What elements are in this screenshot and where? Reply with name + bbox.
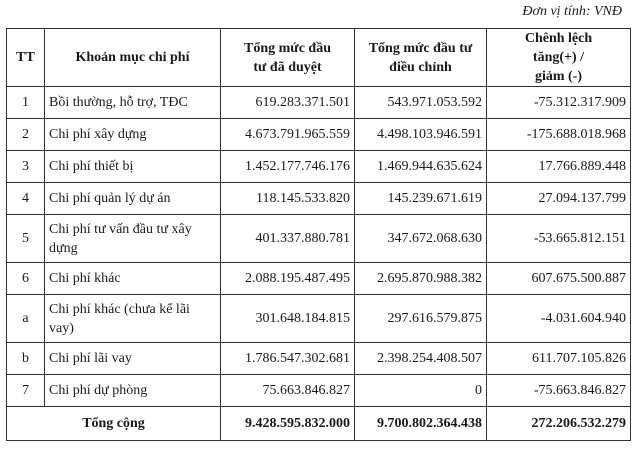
total-row xyxy=(7,407,631,441)
header-item: Khoản mục chi phí xyxy=(45,29,221,87)
cell-tt: 4 xyxy=(7,183,45,215)
cell-adjusted: 4.498.103.946.591 xyxy=(355,119,487,151)
header-diff-line2: tăng(+) / xyxy=(532,50,585,65)
header-tt: TT xyxy=(7,29,45,87)
cell-item: Chi phí thiết bị xyxy=(45,151,221,183)
cell-diff: -4.031.604.940 xyxy=(487,295,631,343)
header-approved xyxy=(221,29,355,87)
header-adjusted-line1: Tổng mức đầu tư xyxy=(368,40,473,56)
cell-approved: 2.088.195.487.495 xyxy=(221,263,355,295)
cell-approved: 4.673.791.965.559 xyxy=(221,119,355,151)
cell-approved: 75.663.846.827 xyxy=(221,375,355,407)
cell-tt: 6 xyxy=(7,263,45,295)
cell-tt: 3 xyxy=(7,151,45,183)
cell-item: Bồi thường, hỗ trợ, TĐC xyxy=(45,87,221,119)
table-row xyxy=(7,343,631,375)
cell-item: Chi phí dự phòng xyxy=(45,375,221,407)
total-diff: 272.206.532.279 xyxy=(487,407,631,441)
cell-diff: -75.663.846.827 xyxy=(487,375,631,407)
cell-diff: 607.675.500.887 xyxy=(487,263,631,295)
cell-item: Chi phí xây dựng xyxy=(45,119,221,151)
cell-diff: -53.665.812.151 xyxy=(487,215,631,263)
cell-approved: 118.145.533.820 xyxy=(221,183,355,215)
header-diff-line1: Chênh lệch xyxy=(524,31,593,46)
cell-tt: b xyxy=(7,343,45,375)
header-diff-line3: giảm (-) xyxy=(534,69,583,84)
cell-item: Chi phí khác (chưa kể lãi vay) xyxy=(45,295,221,343)
table-row xyxy=(7,263,631,295)
cell-adjusted: 297.616.579.875 xyxy=(355,295,487,343)
cell-adjusted: 2.398.254.408.507 xyxy=(355,343,487,375)
table-row xyxy=(7,215,631,263)
total-label: Tổng cộng xyxy=(7,407,221,441)
cell-adjusted: 1.469.944.635.624 xyxy=(355,151,487,183)
cell-approved: 619.283.371.501 xyxy=(221,87,355,119)
header-approved-line1: Tổng mức đầu xyxy=(244,40,331,56)
cell-adjusted: 347.672.068.630 xyxy=(355,215,487,263)
table-row xyxy=(7,295,631,343)
cell-item: Chi phí khác xyxy=(45,263,221,295)
header-adjusted xyxy=(355,29,487,87)
cell-item: Chi phí lãi vay xyxy=(45,343,221,375)
cell-adjusted: 0 xyxy=(355,375,487,407)
cell-item: Chi phí quản lý dự án xyxy=(45,183,221,215)
table-row xyxy=(7,183,631,215)
cell-tt: 5 xyxy=(7,215,45,263)
table-row xyxy=(7,119,631,151)
cell-approved: 1.786.547.302.681 xyxy=(221,343,355,375)
cell-diff: -175.688.018.968 xyxy=(487,119,631,151)
header-approved-line2: tư đã duyệt xyxy=(253,59,322,75)
cell-tt: a xyxy=(7,295,45,343)
header-row xyxy=(7,29,631,87)
cell-diff: 611.707.105.826 xyxy=(487,343,631,375)
table-row xyxy=(7,151,631,183)
total-adjusted: 9.700.802.364.438 xyxy=(355,407,487,441)
cell-tt: 7 xyxy=(7,375,45,407)
cell-tt: 1 xyxy=(7,87,45,119)
cell-diff: 27.094.137.799 xyxy=(487,183,631,215)
cell-diff: -75.312.317.909 xyxy=(487,87,631,119)
cell-approved: 401.337.880.781 xyxy=(221,215,355,263)
table-row xyxy=(7,375,631,407)
total-approved: 9.428.595.832.000 xyxy=(221,407,355,441)
unit-label: Đơn vị tính: VNĐ xyxy=(522,4,622,19)
cell-tt: 2 xyxy=(7,119,45,151)
table-row xyxy=(7,87,631,119)
header-adjusted-line2: điều chỉnh xyxy=(389,59,452,75)
cost-table xyxy=(6,28,631,441)
cell-item: Chi phí tư vấn đầu tư xây dựng xyxy=(45,215,221,263)
cell-diff: 17.766.889.448 xyxy=(487,151,631,183)
cell-approved: 1.452.177.746.176 xyxy=(221,151,355,183)
cell-adjusted: 2.695.870.988.382 xyxy=(355,263,487,295)
cell-approved: 301.648.184.815 xyxy=(221,295,355,343)
cell-adjusted: 145.239.671.619 xyxy=(355,183,487,215)
header-diff xyxy=(487,29,631,87)
cell-adjusted: 543.971.053.592 xyxy=(355,87,487,119)
